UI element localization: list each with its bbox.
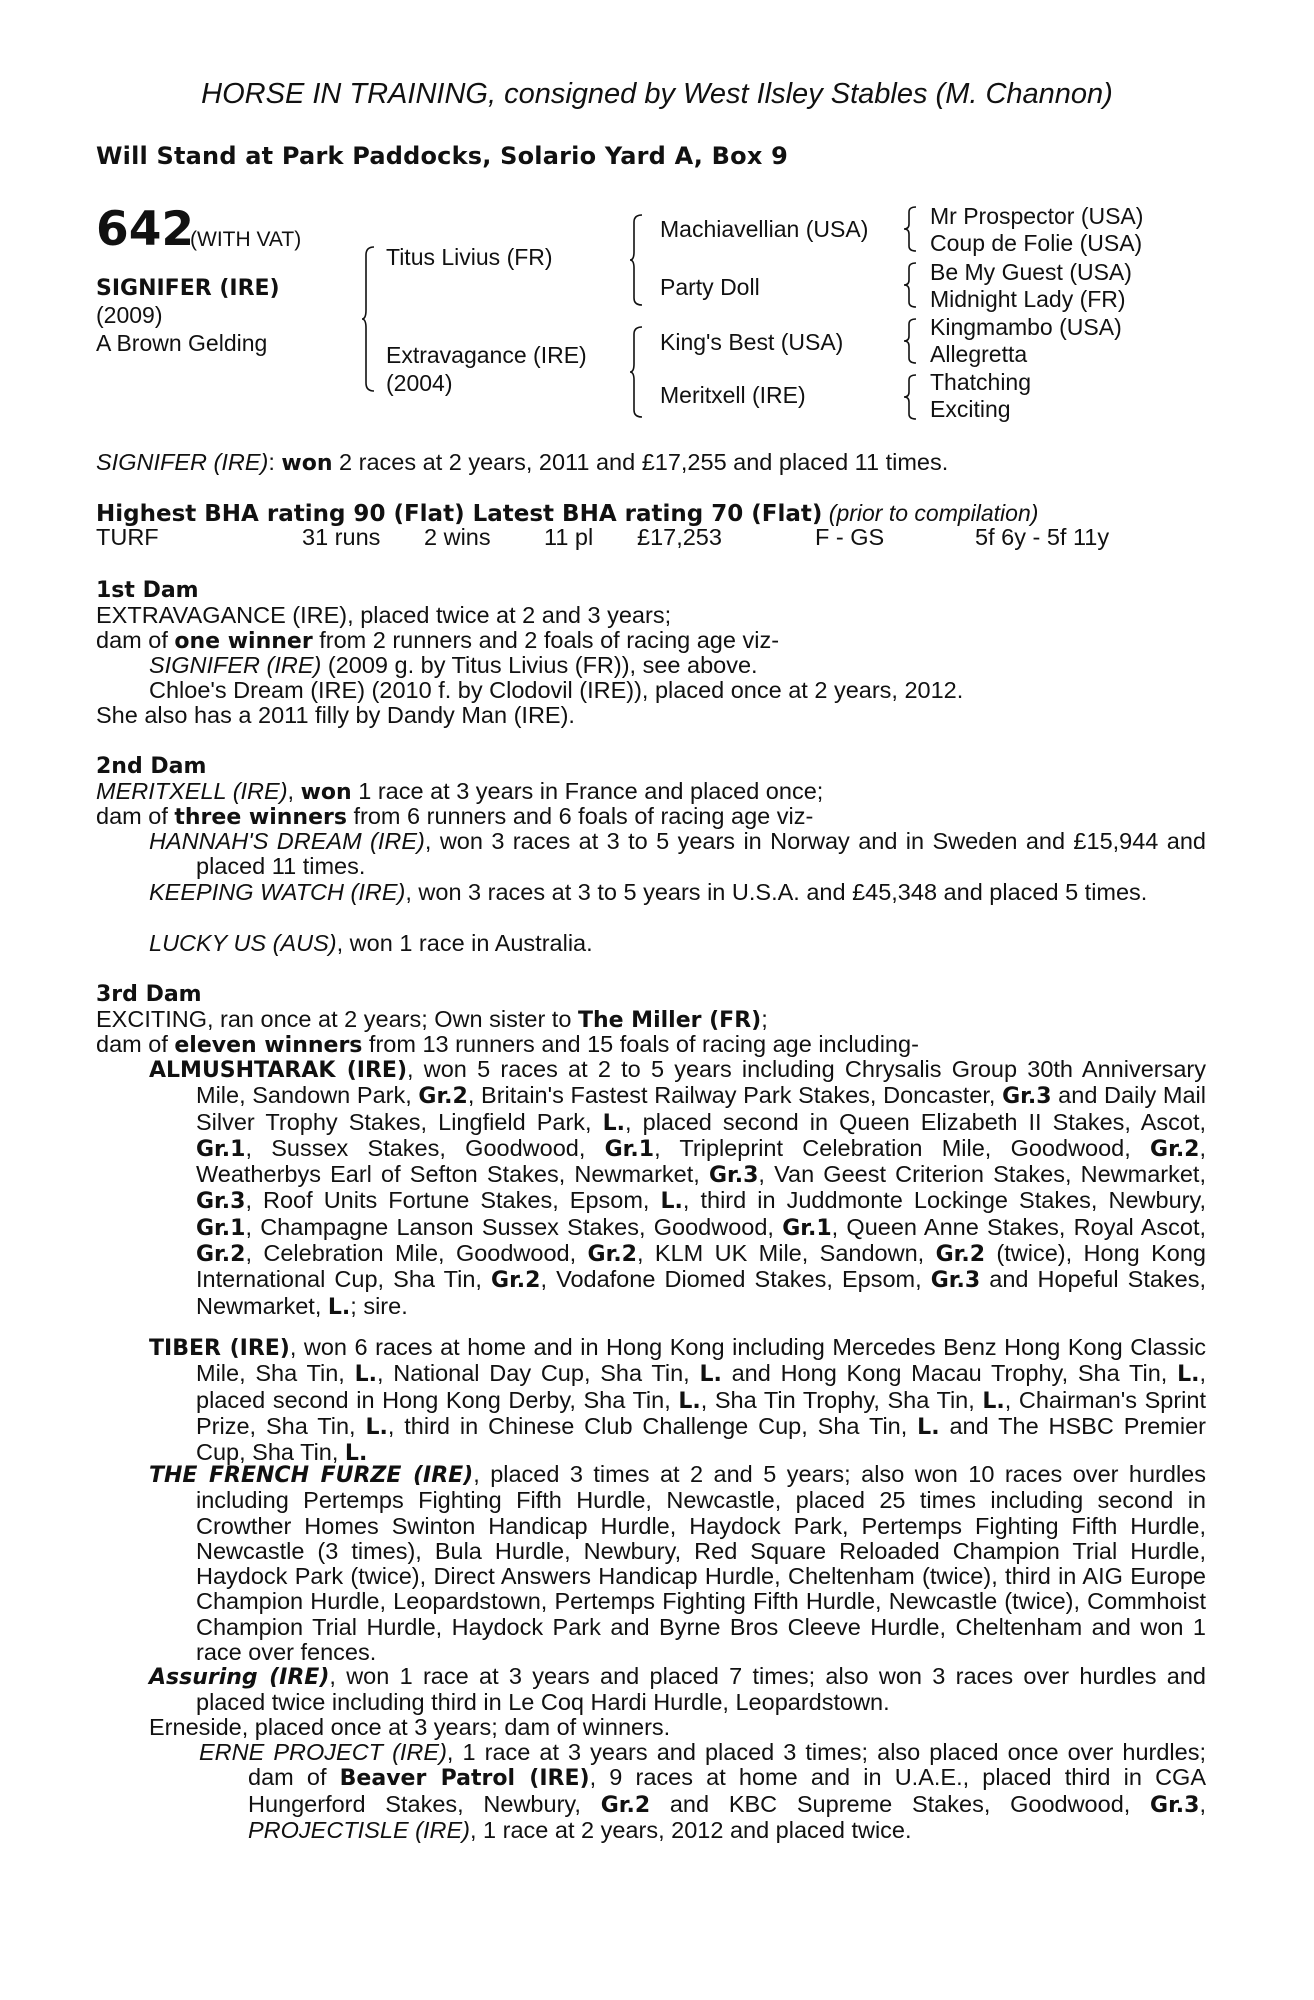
pedigree-g3-item: Coup de Folie (USA): [930, 230, 1143, 256]
first-dam-line: EXTRAVAGANCE (IRE), placed twice at 2 and 3 years;: [96, 602, 672, 628]
stat-runs: 31 runs: [302, 524, 381, 550]
first-dam-note: She also has a 2011 filly by Dandy Man (IRE).: [96, 702, 575, 728]
pedigree-g3-item: Midnight Lady (FR): [930, 286, 1126, 312]
turf-stats-row: [0, 525, 1314, 551]
second-dam-progeny-2: KEEPING WATCH (IRE), won 3 races at 3 to 5 years in U.S.A. and £45,348 and placed 5 times.: [149, 879, 1148, 905]
second-dam-progeny-1: HANNAH'S DREAM (IRE), won 3 races at 3 to 5 years in Norway and in Sweden and £15,944 and placed 11 times.: [149, 828, 1206, 880]
second-dam-heading: 2nd Dam: [96, 754, 207, 779]
pedigree-dam: Extravagance (IRE): [386, 342, 587, 368]
progeny-tiber: TIBER (IRE), won 6 races at home and in Hong Kong including Mercedes Benz Hong Kong Classic Mile, Sha Tin, L., National Day Cup, Sha Tin, L. and Hong Kong Macau Trophy, Sha Tin, L., placed second in Hong Kong Derby, Sha Tin, L., Sha Tin Trophy, Sha Tin, L., Chairman's Sprint Prize, Sha Tin, L., third in Chinese Club Challenge Cup, Sha Tin, L. and The HSBC Premier Cup, Sha Tin, L.: [149, 1334, 1206, 1467]
progeny-almushtarak: ALMUSHTARAK (IRE), won 5 races at 2 to 5 years including Chrysalis Group 30th Anniversary Mile, Sandown Park, Gr.2, Britain's Fastest Railway Park Stakes, Doncaster, Gr.3 and Daily Mail Silver Trophy Stakes, Lingfield Park, L., placed second in Queen Elizabeth II Stakes, Ascot, Gr.1, Sussex Stakes, Goodwood, Gr.1, Tripleprint Celebration Mile, Goodwood, Gr.2, Weatherbys Earl of Sefton Stakes, Newmarket, Gr.3, Van Geest Criterion Stakes, Newmarket, Gr.3, Roof Units Fortune Stakes, Epsom, L., third in Juddmonte Lockinge Stakes, Newbury, Gr.1, Champagne Lanson Sussex Stakes, Goodwood, Gr.1, Queen Anne Stakes, Royal Ascot, Gr.2, Celebration Mile, Goodwood, Gr.2, KLM UK Mile, Sandown, Gr.2 (twice), Hong Kong International Cup, Sha Tin, Gr.2, Vodafone Diomed Stakes, Epsom, Gr.3 and Hopeful Stakes, Newmarket, L.; sire.: [149, 1056, 1207, 1320]
pedigree-g3-item: Mr Prospector (USA): [930, 203, 1144, 229]
summary-text: 2 races at 2 years, 2011 and £17,255 and placed 11 times.: [339, 449, 949, 475]
pedigree-dam-year: (2004): [386, 370, 453, 396]
pedigree-g3-item: Thatching: [930, 369, 1032, 395]
pedigree-dam-sire: King's Best (USA): [660, 329, 844, 355]
stand-location: Will Stand at Park Paddocks, Solario Yard A, Box 9: [96, 142, 788, 170]
lot-number: 642: [96, 202, 195, 257]
pedigree-sire: Titus Livius (FR): [386, 244, 553, 270]
first-dam-progeny-2: Chloe's Dream (IRE) (2010 f. by Clodovil (IRE)), placed once at 2 years, 2012.: [149, 677, 964, 703]
progeny-french-furze: THE FRENCH FURZE (IRE), placed 3 times at 2 and 5 years; also won 10 races over hurdles including Pertemps Fighting Fifth Hurdle, Newcastle, placed 25 times including second in Crowther Homes Swinton Handicap Hurdle, Haydock Park, Pertemps Fighting Fifth Hurdle, Newcastle (3 times), Bula Hurdle, Newbury, Red Square Reloaded Champion Trial Hurdle, Haydock Park (twice), Direct Answers Handicap Hurdle, Cheltenham (twice), third in AIG Europe Champion Hurdle, Leopardstown, Pertemps Fighting Fifth Hurdle, Newcastle (twice), Commhoist Champion Trial Hurdle, Haydock Park and Byrne Bros Cleeve Hurdle, Cheltenham and won 1 race over fences.: [149, 1461, 1206, 1666]
stat-distance: 5f 6y - 5f 11y: [975, 524, 1110, 550]
ratings-line: Highest BHA rating 90 (Flat) Latest BHA rating 70 (Flat): [96, 501, 823, 527]
pedigree-brace-g3-4: [904, 374, 918, 420]
pedigree-g3-item: Exciting: [930, 396, 1011, 422]
stat-wins: 2 wins: [424, 524, 491, 550]
third-dam-produce: dam of eleven winners from 13 runners and 15 foals of racing age including-: [96, 1031, 919, 1058]
pedigree-dam-dam: Meritxell (IRE): [660, 382, 806, 408]
stat-placed: 11 pl: [544, 524, 594, 550]
horse-year: (2009): [96, 302, 163, 328]
progeny-erneside: Erneside, placed once at 3 years; dam of winners.: [149, 1714, 671, 1740]
progeny-erne-project: ERNE PROJECT (IRE), 1 race at 3 years and placed 3 times; also placed once over hurdles; dam of Beaver Patrol (IRE), 9 races at home and in U.A.E., placed third in CGA Hungerford Stakes, Newbury, Gr.2 and KBC Supreme Stakes, Goodwood, Gr.3, PROJECTISLE (IRE), 1 race at 2 years, 2012 and placed twice.: [199, 1739, 1206, 1843]
second-dam-line: MERITXELL (IRE), won 1 race at 3 years in France and placed once;: [96, 778, 824, 805]
second-dam-produce: dam of three winners from 6 runners and 6 foals of racing age viz-: [96, 803, 814, 830]
summary-horse-name: SIGNIFER (IRE): [96, 449, 269, 475]
pedigree-brace-g3-2: [904, 262, 918, 308]
pedigree-brace-sire: [630, 214, 644, 306]
progeny-assuring: Assuring (IRE), won 1 race at 3 years and placed 7 times; also won 3 races over hurdles and placed twice including third in Le Coq Hardi Hurdle, Leopardstown.: [149, 1663, 1206, 1716]
first-dam-produce: dam of one winner from 2 runners and 2 foals of racing age viz-: [96, 627, 780, 654]
stat-surface: TURF: [96, 524, 159, 550]
summary-won-label: won: [281, 451, 333, 476]
pedigree-brace-gen1: [362, 246, 376, 392]
bha-ratings: [96, 500, 1038, 527]
vat-label: (WITH VAT): [190, 228, 302, 251]
race-summary: SIGNIFER (IRE): won 2 races at 2 years, 2011 and £17,255 and placed 11 times.: [96, 449, 949, 476]
ratings-note: (prior to compilation): [828, 500, 1039, 526]
first-dam-heading: 1st Dam: [96, 578, 199, 603]
pedigree-brace-dam: [630, 326, 644, 418]
first-dam-progeny-1: SIGNIFER (IRE) (2009 g. by Titus Livius (FR)), see above.: [149, 652, 758, 678]
stat-going: F - GS: [815, 524, 885, 550]
pedigree-sire-sire: Machiavellian (USA): [660, 216, 869, 242]
horse-description: A Brown Gelding: [96, 330, 268, 356]
pedigree-brace-g3-1: [904, 206, 918, 252]
second-dam-progeny-3: LUCKY US (AUS), won 1 race in Australia.: [149, 930, 593, 956]
third-dam-heading: 3rd Dam: [96, 982, 202, 1007]
pedigree-g3-item: Allegretta: [930, 341, 1028, 367]
third-dam-line: EXCITING, ran once at 2 years; Own sister to The Miller (FR);: [96, 1006, 768, 1033]
consignor-heading: HORSE IN TRAINING, consigned by West Ilsley Stables (M. Channon): [201, 78, 1113, 110]
pedigree-g3-item: Kingmambo (USA): [930, 314, 1122, 340]
pedigree-sire-dam: Party Doll: [660, 274, 760, 300]
horse-name: SIGNIFER (IRE): [96, 276, 280, 301]
stat-earnings: £17,253: [637, 524, 722, 550]
pedigree-g3-item: Be My Guest (USA): [930, 259, 1132, 285]
pedigree-brace-g3-3: [904, 318, 918, 364]
